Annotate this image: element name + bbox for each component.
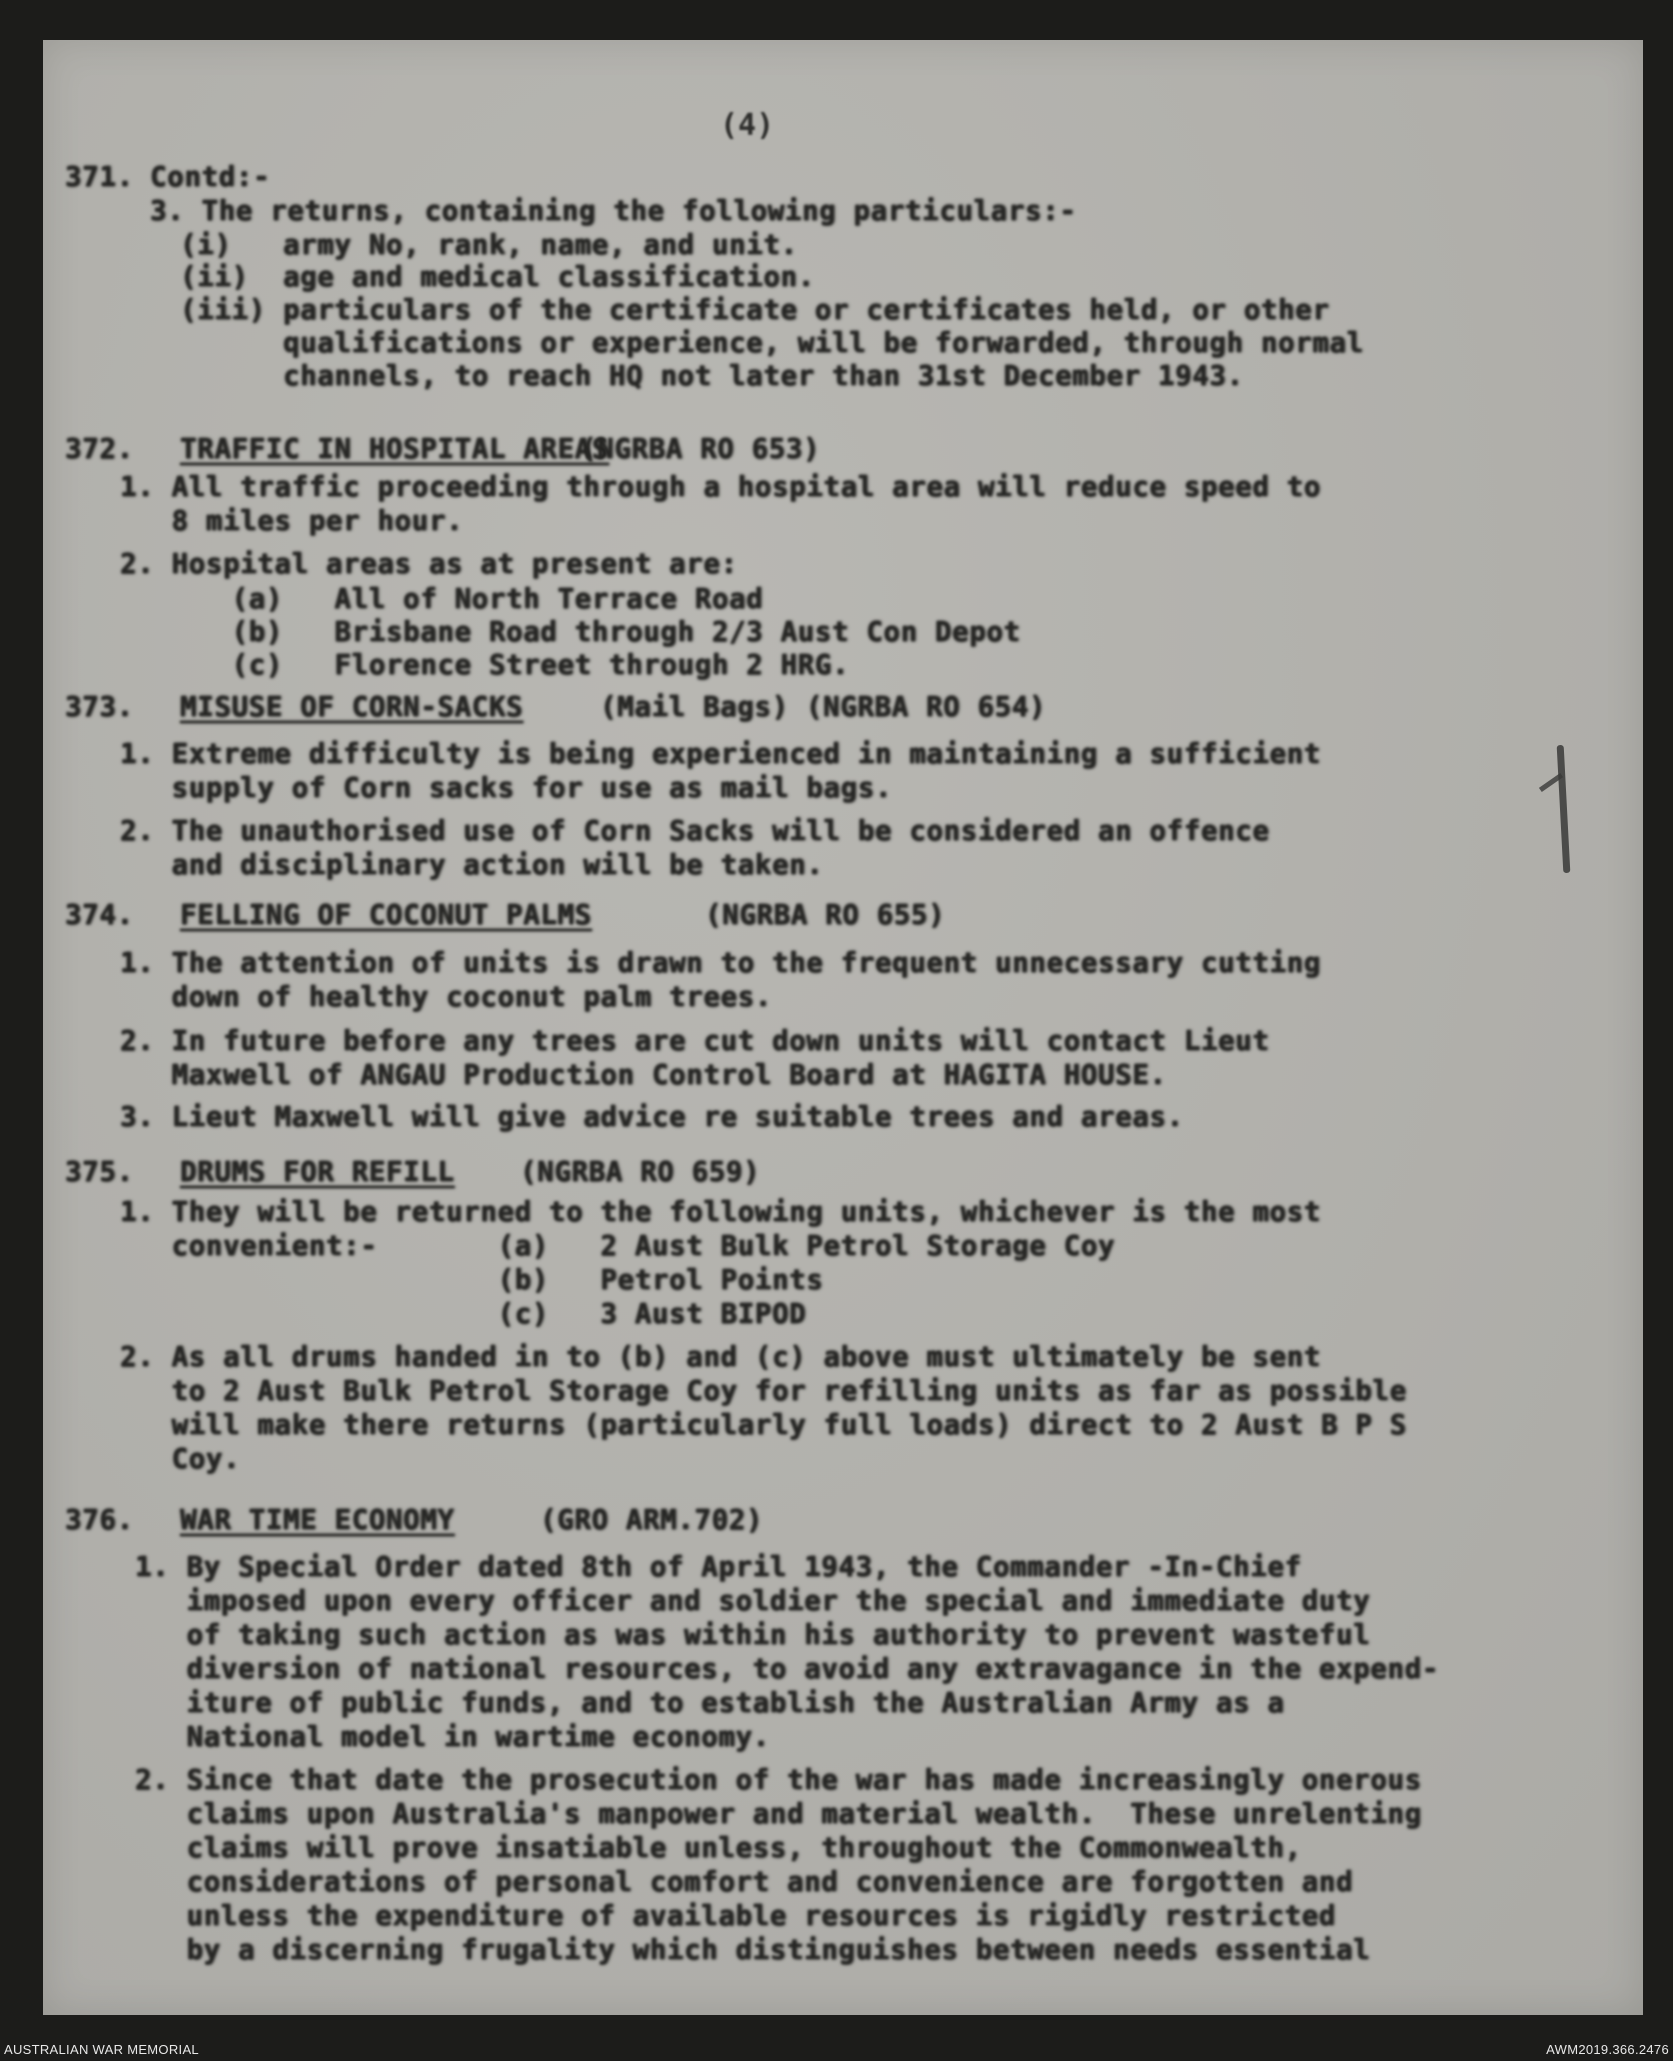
- section-line: (ii) age and medical classification.: [180, 261, 815, 293]
- section-heading: TRAFFIC IN HOSPITAL AREAS: [180, 433, 609, 465]
- section-heading: WAR TIME ECONOMY: [180, 1504, 455, 1536]
- archive-reference: AWM2019.366.2476: [1546, 2042, 1669, 2057]
- section-line: Contd:-: [150, 161, 271, 193]
- section-reference: (Mail Bags) (NGRBA RO 654): [600, 691, 1047, 723]
- section-line: 2. Hospital areas as at present are:: [120, 548, 738, 580]
- section-line: 2. In future before any trees are cut down units will contact Lieut: [120, 1025, 1270, 1057]
- section-heading: MISUSE OF CORN-SACKS: [180, 691, 524, 723]
- section-line: National model in wartime economy.: [135, 1721, 770, 1753]
- section-line: (iii) particulars of the certificate or certificates held, or other: [180, 294, 1330, 326]
- section-heading: FELLING OF COCONUT PALMS: [180, 899, 592, 931]
- section-line: (i) army No, rank, name, and unit.: [180, 229, 798, 261]
- section-line: 1. The attention of units is drawn to the frequent unnecessary cutting: [120, 947, 1321, 979]
- section-line: claims upon Australia's manpower and material wealth. These unrelenting: [135, 1798, 1422, 1830]
- section-line: convenient:- (a) 2 Aust Bulk Petrol Storage Coy: [120, 1230, 1116, 1262]
- section-line: of taking such action as was within his authority to prevent wasteful: [135, 1619, 1371, 1651]
- section-line: (a) All of North Terrace Road: [180, 583, 764, 615]
- section-reference: (NGRBA RO 653): [580, 433, 821, 465]
- section-reference: (GRO ARM.702): [540, 1504, 764, 1536]
- section-heading: DRUMS FOR REFILL: [180, 1156, 455, 1188]
- section-line: 2. As all drums handed in to (b) and (c) above must ultimately be sent: [120, 1341, 1321, 1373]
- section-line: (c) Florence Street through 2 HRG.: [180, 649, 850, 681]
- section-line: 3. The returns, containing the following particulars:-: [150, 195, 1077, 227]
- section-line: to 2 Aust Bulk Petrol Storage Coy for refilling units as far as possible: [120, 1375, 1407, 1407]
- section-line: 1. They will be returned to the following units, whichever is the most: [120, 1196, 1321, 1228]
- archive-credit: AUSTRALIAN WAR MEMORIAL: [4, 2042, 199, 2057]
- section-line: supply of Corn sacks for use as mail bags.: [120, 772, 893, 804]
- section-line: imposed upon every officer and soldier the special and immediate duty: [135, 1585, 1371, 1617]
- section-number: 375.: [65, 1156, 134, 1188]
- section-reference: (NGRBA RO 659): [520, 1156, 761, 1188]
- section-line: iture of public funds, and to establish the Australian Army as a: [135, 1687, 1285, 1719]
- section-line: down of healthy coconut palm trees.: [120, 981, 772, 1013]
- section-line: 2. Since that date the prosecution of the war has made increasingly onerous: [135, 1764, 1422, 1796]
- section-number: 371.: [65, 161, 134, 193]
- section-number: 376.: [65, 1504, 134, 1536]
- section-line: and disciplinary action will be taken.: [120, 849, 824, 881]
- section-line: Coy.: [120, 1443, 241, 1475]
- section-line: (b) Brisbane Road through 2/3 Aust Con Depot: [180, 616, 1021, 648]
- section-line: 1. By Special Order dated 8th of April 1943, the Commander -In-Chief: [135, 1551, 1302, 1583]
- section-number: 374.: [65, 899, 134, 931]
- section-line: unless the expenditure of available resources is rigidly restricted: [135, 1900, 1336, 1932]
- section-line: qualifications or experience, will be forwarded, through normal: [180, 327, 1364, 359]
- section-line: Maxwell of ANGAU Production Control Board at HAGITA HOUSE.: [120, 1059, 1167, 1091]
- section-line: 3. Lieut Maxwell will give advice re suitable trees and areas.: [120, 1101, 1184, 1133]
- section-line: 1. Extreme difficulty is being experienced in maintaining a sufficient: [120, 738, 1321, 770]
- section-line: diversion of national resources, to avoid any extravagance in the expend-: [135, 1653, 1439, 1685]
- section-line: 1. All traffic proceeding through a hospital area will reduce speed to: [120, 471, 1321, 503]
- page-number: (4): [720, 108, 775, 143]
- section-line: by a discerning frugality which distinguishes between needs essential: [135, 1934, 1371, 1966]
- section-line: claims will prove insatiable unless, throughout the Commonwealth,: [135, 1832, 1302, 1864]
- section-number: 373.: [65, 691, 134, 723]
- section-line: considerations of personal comfort and convenience are forgotten and: [135, 1866, 1354, 1898]
- section-line: 8 miles per hour.: [120, 505, 464, 537]
- section-line: (b) Petrol Points: [120, 1264, 824, 1296]
- section-reference: (NGRBA RO 655): [705, 899, 946, 931]
- section-line: channels, to reach HQ not later than 31st December 1943.: [180, 360, 1244, 392]
- section-line: (c) 3 Aust BIPOD: [120, 1298, 807, 1330]
- section-line: 2. The unauthorised use of Corn Sacks will be considered an offence: [120, 815, 1270, 847]
- section-number: 372.: [65, 433, 134, 465]
- section-line: will make there returns (particularly full loads) direct to 2 Aust B P S: [120, 1409, 1407, 1441]
